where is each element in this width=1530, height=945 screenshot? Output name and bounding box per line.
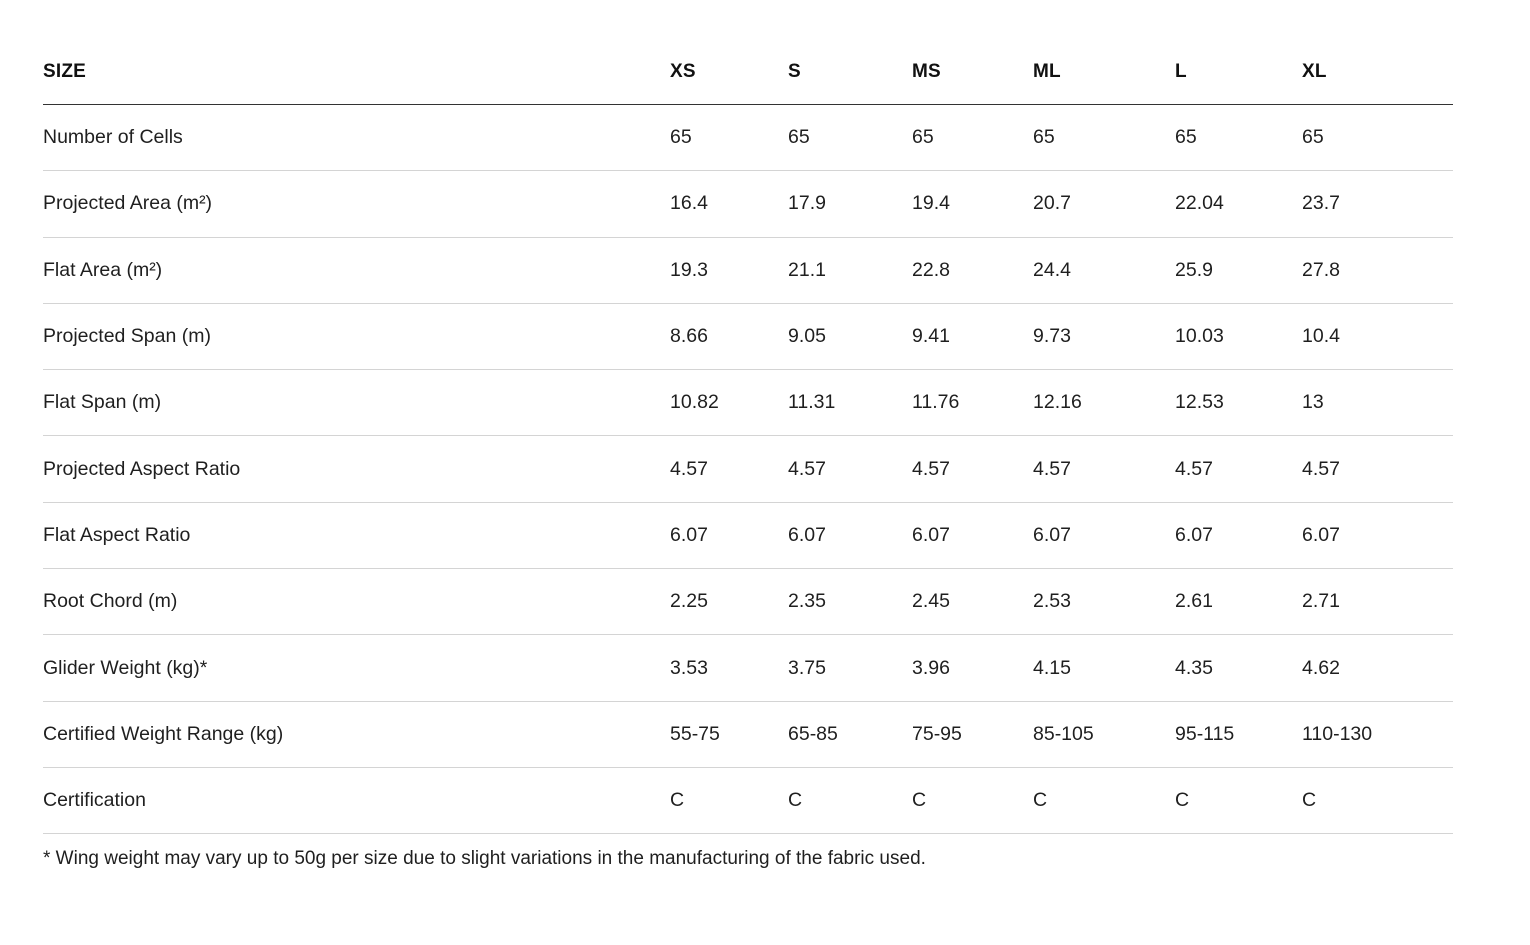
cell-xs: 16.4 [670,171,788,237]
cell-l: 6.07 [1175,502,1302,568]
cell-ml: 6.07 [1033,502,1175,568]
cell-xl: 23.7 [1302,171,1453,237]
weight-footnote: * Wing weight may vary up to 50g per size due to slight variations in the manufacturing of the fabric used. [43,848,926,869]
row-label: Flat Area (m²) [43,237,670,303]
cell-xs: 19.3 [670,237,788,303]
cell-ms: C [912,767,1033,833]
row-label: Certified Weight Range (kg) [43,701,670,767]
table-row [43,370,1453,436]
cell-l: 4.35 [1175,635,1302,701]
cell-l: 12.53 [1175,370,1302,436]
cell-ms: 2.45 [912,569,1033,635]
header-size-l: L [1175,40,1302,105]
table-row [43,171,1453,237]
cell-ms: 22.8 [912,237,1033,303]
cell-xl: 4.62 [1302,635,1453,701]
cell-l: 4.57 [1175,436,1302,502]
row-label: Flat Aspect Ratio [43,502,670,568]
cell-l: 2.61 [1175,569,1302,635]
table-row [43,767,1453,833]
cell-ml: 20.7 [1033,171,1175,237]
table-row [43,105,1453,171]
table-row [43,436,1453,502]
cell-ml: 12.16 [1033,370,1175,436]
cell-xs: 6.07 [670,502,788,568]
row-label: Certification [43,767,670,833]
header-size-ms: MS [912,40,1033,105]
cell-xs: 65 [670,105,788,171]
cell-ml: 4.15 [1033,635,1175,701]
table-header [43,40,1453,105]
cell-ms: 19.4 [912,171,1033,237]
row-label: Number of Cells [43,105,670,171]
cell-l: 22.04 [1175,171,1302,237]
cell-s: 2.35 [788,569,912,635]
table-row [43,701,1453,767]
cell-xs: C [670,767,788,833]
size-spec-table [43,40,1453,834]
cell-ms: 9.41 [912,303,1033,369]
cell-xs: 10.82 [670,370,788,436]
table-row [43,237,1453,303]
cell-ml: 9.73 [1033,303,1175,369]
cell-s: 6.07 [788,502,912,568]
cell-s: 4.57 [788,436,912,502]
cell-ml: 65 [1033,105,1175,171]
cell-ml: C [1033,767,1175,833]
cell-xl: 110-130 [1302,701,1453,767]
row-label: Root Chord (m) [43,569,670,635]
cell-l: 95-115 [1175,701,1302,767]
cell-ms: 11.76 [912,370,1033,436]
row-label: Flat Span (m) [43,370,670,436]
cell-xl: 13 [1302,370,1453,436]
table-row [43,569,1453,635]
cell-s: 65-85 [788,701,912,767]
cell-s: 9.05 [788,303,912,369]
cell-l: 25.9 [1175,237,1302,303]
cell-l: 65 [1175,105,1302,171]
table-row [43,502,1453,568]
cell-xs: 3.53 [670,635,788,701]
cell-ml: 85-105 [1033,701,1175,767]
cell-l: 10.03 [1175,303,1302,369]
cell-xl: 6.07 [1302,502,1453,568]
table-body [43,105,1453,834]
cell-ms: 4.57 [912,436,1033,502]
row-label: Projected Span (m) [43,303,670,369]
cell-ms: 6.07 [912,502,1033,568]
header-row [43,40,1453,105]
cell-s: 21.1 [788,237,912,303]
cell-xl: 10.4 [1302,303,1453,369]
header-size-ml: ML [1033,40,1175,105]
header-size-s: S [788,40,912,105]
row-label: Projected Aspect Ratio [43,436,670,502]
cell-s: 11.31 [788,370,912,436]
cell-s: 3.75 [788,635,912,701]
row-label: Projected Area (m²) [43,171,670,237]
cell-xl: 65 [1302,105,1453,171]
cell-xl: 27.8 [1302,237,1453,303]
cell-ml: 4.57 [1033,436,1175,502]
cell-xl: 2.71 [1302,569,1453,635]
row-label: Glider Weight (kg)* [43,635,670,701]
header-size-xs: XS [670,40,788,105]
cell-s: C [788,767,912,833]
table-row [43,635,1453,701]
cell-xl: C [1302,767,1453,833]
header-size-label: SIZE [43,40,670,105]
cell-xs: 55-75 [670,701,788,767]
cell-ml: 2.53 [1033,569,1175,635]
cell-l: C [1175,767,1302,833]
table-row [43,303,1453,369]
cell-xs: 4.57 [670,436,788,502]
cell-xl: 4.57 [1302,436,1453,502]
cell-s: 65 [788,105,912,171]
cell-ml: 24.4 [1033,237,1175,303]
cell-ms: 65 [912,105,1033,171]
cell-ms: 3.96 [912,635,1033,701]
cell-xs: 8.66 [670,303,788,369]
cell-s: 17.9 [788,171,912,237]
cell-ms: 75-95 [912,701,1033,767]
header-size-xl: XL [1302,40,1453,105]
cell-xs: 2.25 [670,569,788,635]
